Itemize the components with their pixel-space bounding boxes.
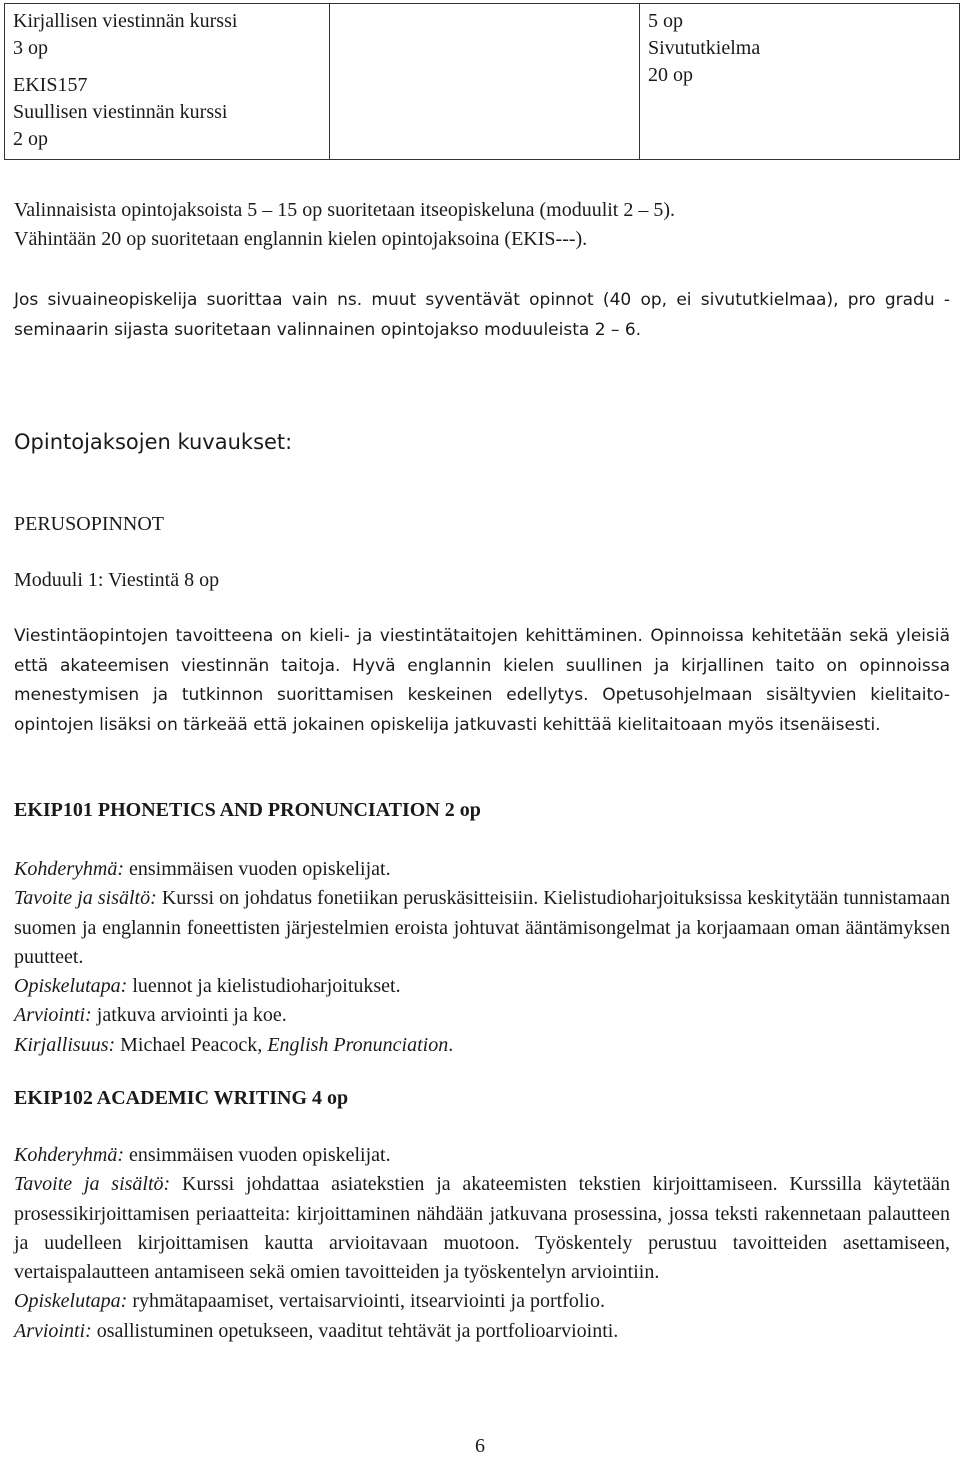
cell-text: Suullisen viestinnän kurssi: [13, 101, 228, 123]
value: ensimmäisen vuoden opiskelijat.: [123, 858, 391, 880]
intro-paragraph-1: [14, 196, 950, 254]
label: Opiskelutapa:: [14, 1290, 128, 1313]
label: Tavoite ja sisältö:: [14, 887, 157, 910]
cell-text: 20 op: [648, 64, 693, 86]
label: Kohderyhmä:: [14, 858, 124, 880]
cell-text: Kirjallisen viestinnän kurssi: [13, 10, 238, 32]
cell-text: 3 op: [13, 37, 48, 59]
study-method: [14, 1287, 950, 1316]
module-heading: [14, 566, 950, 595]
course-title: EKIP101 PHONETICS AND PRONUNCIATION 2 op: [14, 799, 481, 821]
heading-text: Moduuli 1: Viestintä 8 op: [14, 569, 220, 591]
evaluation: [14, 1317, 950, 1346]
table-cell-courses: [5, 4, 330, 160]
value: luennot ja kielistudioharjoitukset.: [127, 975, 401, 998]
module-text: Viestintäopintojen tavoitteena on kieli- ja viestintätaitojen kehittäminen. Opinnoissa kehitetään sekä yleisiä että akateemisen viestinnän taitoja. Hyvä englannin kielen suullinen ja kirjallinen taito on opinnoissa menestymisen ja tutkinnon suorittamisen keskeinen edellytys. Opetusohjelmaan sisältyvien kielitaito-opintojen lisäksi on tärkeää että jokainen opiskelija jatkuvasti kehittää kielitaitoaan myös itsenäisesti.: [14, 626, 950, 735]
value: .: [448, 1033, 454, 1056]
value: ensimmäisen vuoden opiskelijat.: [123, 1144, 391, 1166]
goal-and-content: [14, 884, 950, 972]
table-cell-thesis: [640, 4, 960, 160]
section-heading-basic-studies: [14, 510, 950, 539]
literature: [14, 1031, 950, 1060]
cell-text: EKIS157: [13, 74, 88, 96]
intro-line: Vähintään 20 op suoritetaan englannin kielen opintojaksoina (EKIS---).: [14, 228, 588, 250]
label: Arviointi:: [14, 1004, 92, 1027]
course-ekip101-details: [14, 855, 950, 1060]
course-title-ekip102: [14, 1084, 950, 1113]
heading-text: PERUSOPINNOT: [14, 513, 165, 535]
cell-text: Sivututkielma: [648, 37, 761, 59]
heading-text: Opintojaksojen kuvaukset:: [14, 430, 293, 454]
study-method: [14, 972, 950, 1001]
book-title: English Pronunciation: [267, 1033, 449, 1056]
table-cell-empty: [330, 4, 640, 160]
label: Arviointi:: [14, 1319, 92, 1342]
intro-paragraph-2: [14, 285, 950, 345]
target-group: [14, 855, 950, 884]
evaluation: [14, 1001, 950, 1030]
goal-and-content: [14, 1170, 950, 1287]
value: jatkuva arviointi ja koe.: [91, 1004, 287, 1027]
intro-text: Jos sivuaineopiskelija suorittaa vain ns. muut syventävät opinnot (40 op, ei sivututkielmaa), pro gradu -seminaarin sijasta suoritetaan valinnainen opintojakso moduuleista 2 – 6.: [14, 290, 950, 340]
value: Kurssi johdattaa asiatekstien ja akateemisten tekstien kirjoittamiseen. Kurssilla käytetään prosessikirjoittamisen periaatteita: kirjoittaminen nähdään jatkuvana prosessina, jossa teksti rakennetaan palautteen ja uudelleen kirjoittamisen kautta arvioitavaan muotoon. Työskentely perustuu tavoitteiden asettamiseen, vertaispalautteen antamiseen sekä omien tavoitteiden ja työskentelyn arviointiin.: [14, 1173, 951, 1284]
study-credits-table: [4, 3, 960, 160]
label: Kohderyhmä:: [14, 1144, 124, 1166]
course-title: EKIP102 ACADEMIC WRITING 4 op: [14, 1087, 349, 1109]
module-description: [14, 622, 950, 740]
cell-text: 2 op: [13, 128, 48, 150]
page-number: 6: [475, 1435, 485, 1457]
value: osallistuminen opetukseen, vaaditut tehtävät ja portfolioarviointi.: [91, 1319, 619, 1342]
value: ryhmätapaamiset, vertaisarviointi, itsearviointi ja portfolio.: [127, 1290, 605, 1313]
target-group: [14, 1141, 950, 1170]
intro-line: Valinnaisista opintojaksoista 5 – 15 op suoritetaan itseopiskeluna (moduulit 2 – 5).: [14, 199, 676, 221]
value: Michael Peacock,: [115, 1033, 268, 1056]
section-heading-descriptions: [14, 428, 950, 457]
label: Kirjallisuus:: [14, 1033, 116, 1056]
label: Opiskelutapa:: [14, 975, 128, 998]
value: Kurssi on johdatus fonetiikan peruskäsitteisiin. Kielistudioharjoituksissa keskitytään tunnistamaan suomen ja englannin foneettisten järjestelmien eroista johtuvat ääntämisongelmat ja korjaamaan oman ääntämyksen puutteet.: [14, 887, 951, 968]
course-title-ekip101: [14, 796, 950, 825]
course-ekip102-details: [14, 1141, 950, 1346]
label: Tavoite ja sisältö:: [14, 1173, 171, 1196]
cell-text: 5 op: [648, 10, 683, 32]
